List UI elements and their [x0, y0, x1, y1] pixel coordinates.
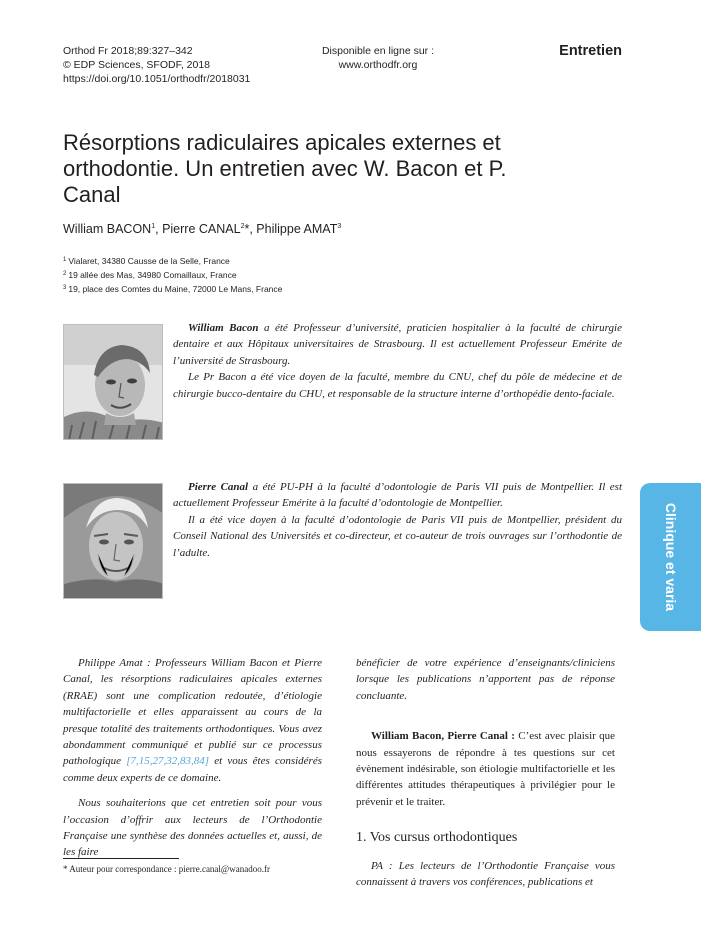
speaker-bacon-canal: William Bacon, Pierre Canal :: [371, 730, 519, 743]
bio-canal-paragraph-1: Pierre Canal a été PU-PH à la faculté d’odontologie de Paris VII puis de Montpellier. Il est actuellement Professeur Emérite à la faculté d’odontologie de Montpellier.: [173, 481, 622, 510]
affiliation-mark: 1: [151, 223, 156, 230]
bio-bacon-paragraph-2: Le Pr Bacon a été vice doyen de la faculté, membre du CNU, chef du pôle de médecine et de chirurgie bucco-dentaire du CHU, et responsable de la structure interne d’orthopédie dento-faciale.: [173, 371, 622, 400]
portrait-william-bacon: [63, 324, 163, 440]
affiliation-2: $^2$ 19 allée des Mas, 34980 Comaillaux, France: [63, 270, 237, 280]
body-column-right: [356, 655, 615, 890]
portrait-bacon-illustration: [64, 325, 163, 440]
section-title: Vos cursus orthodontiques: [369, 830, 518, 846]
bio-canal-name: Pierre Canal: [188, 481, 249, 493]
online-label: Disponible en ligne sur :: [321, 45, 435, 57]
affiliation-mark: 3: [337, 223, 342, 230]
author-canal: Pierre CANAL$^2$*,: [162, 222, 257, 236]
journal-website-link[interactable]: www.orthodfr.org: [338, 59, 418, 71]
bio-pierre-canal: [173, 479, 622, 561]
bio-canal-paragraph-2: Il a été vice doyen à la faculté d’odontologie de Paris VII puis de Montpellier, président du Conseil National des Universités et co-directeur, et co-auteur de trois ouvrages sur l’orthodontie de l’adulte.: [173, 513, 622, 559]
online-availability: [300, 44, 456, 72]
question-paragraph-2: Nous souhaiterions que cet entretien soit pour vous l’occasion d’offrir aux lecteurs de l’Orthodontie Française une synthèse des données actuelles et, aussi, de les faire: [63, 797, 322, 859]
journal-citation: [63, 44, 250, 86]
question-paragraph-3: PA : Les lecteurs de l’Orthodontie Française vous connaissent à travers vos conférences, publications et: [356, 859, 615, 889]
article-title: Résorptions radiculaires apicales externes et orthodontie. Un entretien avec W. Bacon et P. Canal: [63, 130, 507, 207]
portrait-canal-illustration: [64, 484, 163, 599]
speaker-philippe-amat: Philippe Amat :: [78, 657, 156, 669]
side-tab-label: Clinique et varia: [662, 502, 679, 612]
affiliation-list: [63, 254, 282, 296]
question-paragraph: Philippe Amat : Professeurs William Bacon et Pierre Canal, les résorptions radiculaires apicales externes (RRAE) sont une complication redoutée, d’étiologie multifactorielle et elles apparaissent au cours de la presque totalité des traitements orthodontiques. Vous avez abondamment communiqué et publié sur ce processus pathologique [7,15,27,32,83,84] et vous êtes considérés comme deux experts de ce domaine.: [63, 657, 322, 784]
footnote-corresponding-author: * Auteur pour correspondance : pierre.canal@wanadoo.fr: [63, 864, 270, 874]
affiliation-1: $^1$ Vialaret, 34380 Causse de la Selle, France: [63, 256, 230, 266]
question-continuation: bénéficier de votre expérience d’enseignants/cliniciens lorsque les publications n’apportent pas de réponse concluante.: [356, 657, 615, 702]
author-bacon: William BACON$^1$,: [63, 222, 163, 236]
journal-copyright: © EDP Sciences, SFODF, 2018: [63, 59, 211, 71]
section-side-tab: [640, 483, 701, 631]
answer-paragraph: William Bacon, Pierre Canal : C’est avec plaisir que nous essayerons de répondre à tes questions sur cet évènement indésirable, son étiologie multifactorielle et les différentes attitudes thérapeutiques à privilégier pour le prévenir et le traiter.: [356, 730, 615, 808]
journal-volume: Orthod Fr 2018;89:327–342: [63, 45, 193, 57]
bio-william-bacon: [173, 320, 622, 402]
section-heading-1: [356, 830, 615, 846]
bio-bacon-paragraph-1: William Bacon a été Professeur d’université, praticien hospitalier à la faculté de chirurgie dentaire et aux Hôpitaux universitaires de Strasbourg. Il est actuellement Professeur Emérite de l’université de Strasbourg.: [173, 322, 622, 367]
affiliation-3: $^3$ 19, place des Comtes du Maine, 72000 Le Mans, France: [63, 284, 283, 294]
speaker-pa: PA :: [371, 859, 399, 872]
author-list: [63, 222, 341, 236]
section-label: Entretien: [559, 43, 622, 59]
body-column-left: [63, 655, 322, 861]
section-number: 1.: [356, 830, 367, 846]
bio-bacon-name: William Bacon: [188, 322, 259, 334]
journal-doi-link[interactable]: https://doi.org/10.1051/orthodfr/2018031: [63, 73, 251, 85]
citation-refs-link[interactable]: [7,15,27,32,83,84]: [126, 755, 210, 768]
corresponding-mark: *: [244, 222, 250, 236]
affiliation-mark: 2: [240, 223, 245, 230]
footnote-rule: [63, 858, 179, 859]
author-amat: Philippe AMAT$^3$: [256, 222, 342, 236]
portrait-pierre-canal: [63, 483, 163, 599]
